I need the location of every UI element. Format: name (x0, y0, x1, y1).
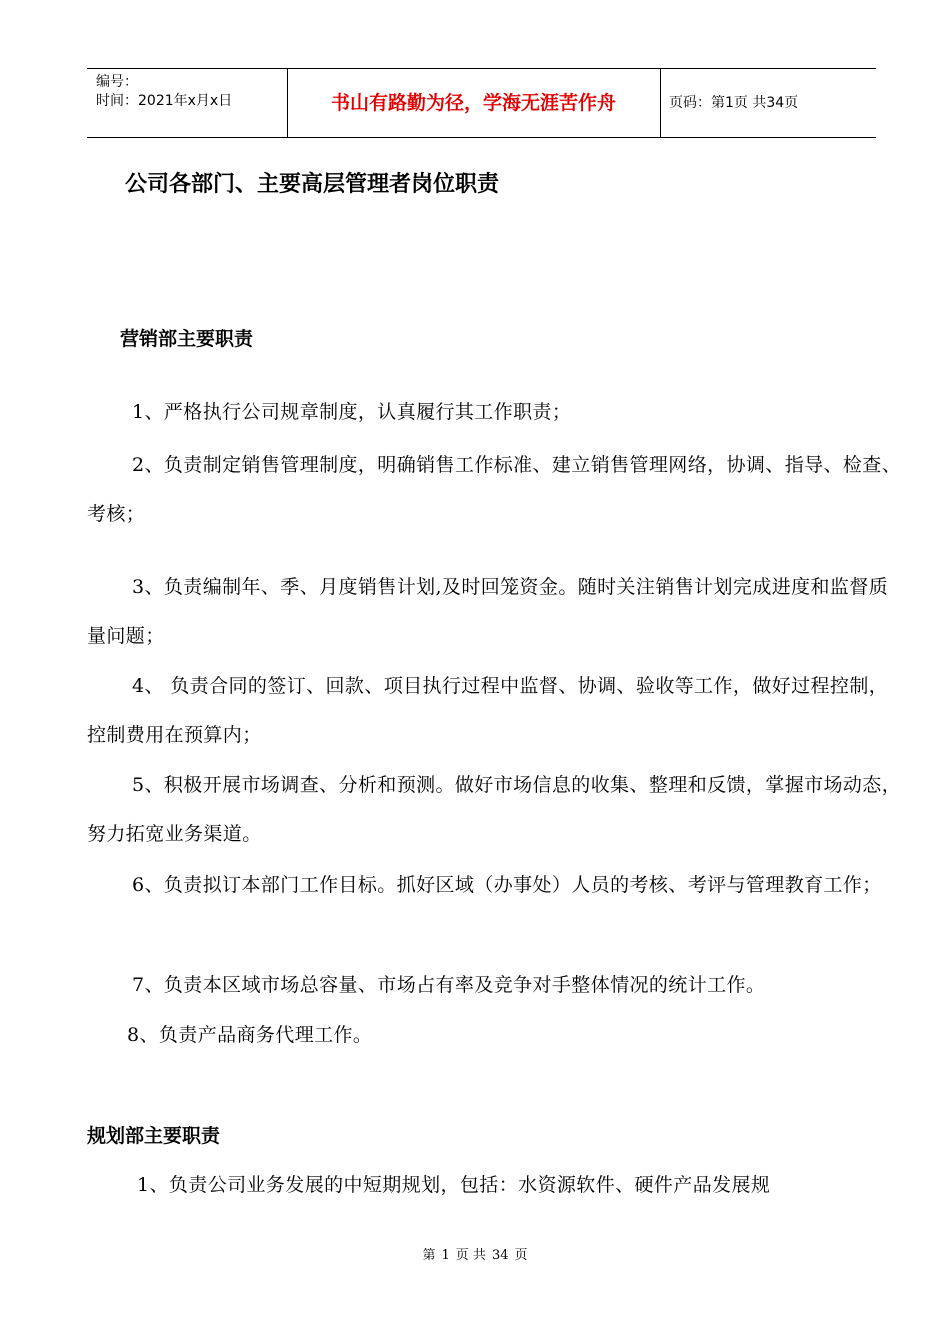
section-title-planning: 规划部主要职责 (87, 1125, 221, 1147)
marketing-item-5: 5、积极开展市场调查、分析和预测。做好市场信息的收集、整理和反馈，掌握市场动态，努力拓宽业务渠道。 (87, 774, 902, 845)
marketing-item-4: 4、 负责合同的签订、回款、项目执行过程中监督、协调、验收等工作，做好过程控制，控制费用在预算内； (87, 675, 889, 746)
marketing-item-1: 1、严格执行公司规章制度，认真履行其工作职责； (132, 401, 572, 423)
marketing-item-3: 3、负责编制年、季、月度销售计划,及时回笼资金。随时关注销售计划完成进度和监督质量问题； (87, 576, 889, 647)
marketing-item-6: 6、负责拟订本部门工作目标。抓好区域（办事处）人员的考核、考评与管理教育工作； (132, 874, 882, 896)
page-header (87, 68, 876, 138)
document-number-label: 编号： (96, 74, 138, 90)
header-meta-cell (87, 69, 288, 137)
header-motto-cell (287, 69, 661, 137)
footer-prefix: 第 (422, 1248, 436, 1263)
footer-page-number: 1 (441, 1248, 450, 1263)
document-time-label: 时间：2021年x月x日 (96, 93, 233, 109)
header-page-info: 页码：第1页 共34页 (669, 95, 799, 111)
footer-total-pages: 34 (491, 1248, 509, 1263)
footer-middle: 页 共 (455, 1248, 486, 1263)
planning-item-1: 1、负责公司业务发展的中短期规划，包括：水资源软件、硬件产品发展规 (137, 1174, 771, 1196)
marketing-item-8: 8、负责产品商务代理工作。 (127, 1024, 373, 1046)
footer-suffix: 页 (514, 1248, 528, 1263)
header-motto: 书山有路勤为径，学海无涯苦作舟 (330, 92, 616, 114)
marketing-item-2: 2、负责制定销售管理制度，明确销售工作标准、建立销售管理网络，协调、指导、检查、考核； (87, 454, 902, 525)
header-page-cell (661, 69, 876, 137)
marketing-item-7: 7、负责本区域市场总容量、市场占有率及竞争对手整体情况的统计工作。 (132, 974, 766, 996)
section-title-marketing: 营销部主要职责 (120, 328, 254, 350)
page-footer (0, 1247, 950, 1265)
document-title: 公司各部门、主要高层管理者岗位职责 (125, 172, 500, 197)
